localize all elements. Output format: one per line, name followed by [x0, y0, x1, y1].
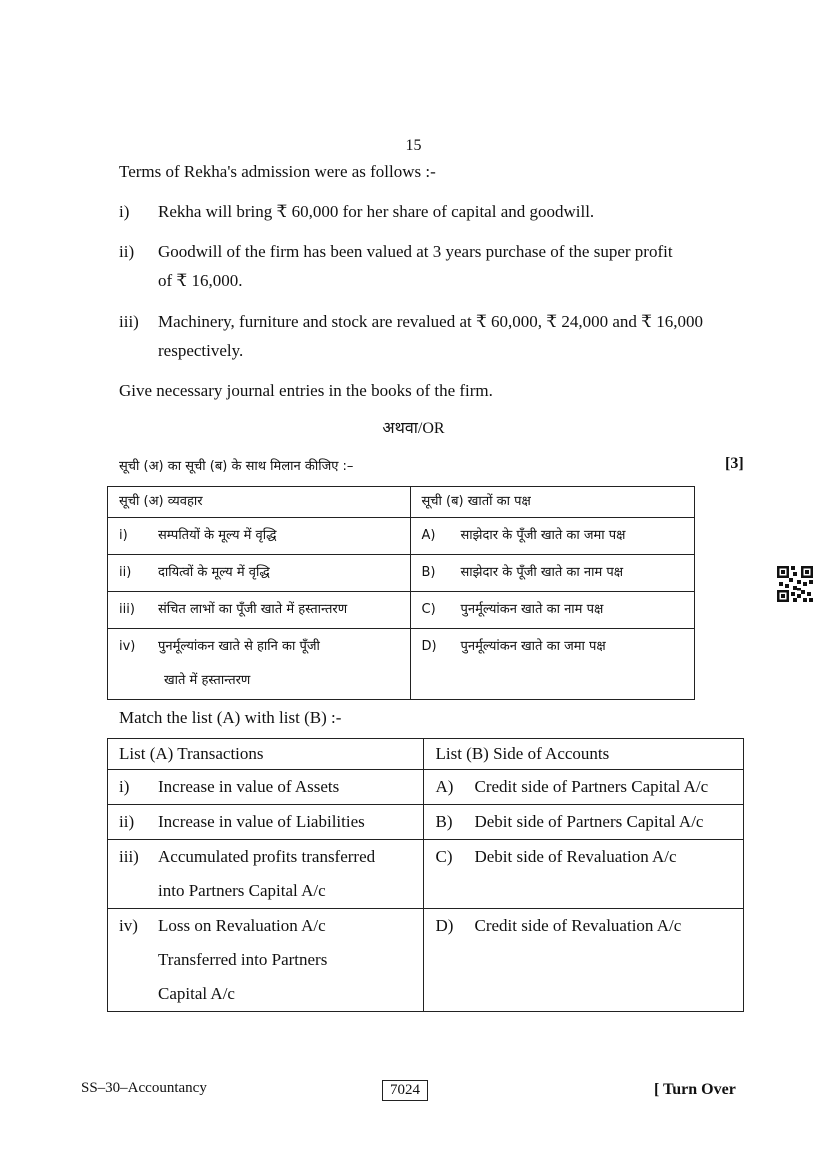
item-number: iv): [119, 916, 138, 935]
item-letter: A): [435, 777, 454, 796]
table-row: [108, 629, 695, 700]
intro-text: Terms of Rekha's admission were as follows :-: [119, 162, 436, 181]
item-letter: D): [435, 916, 454, 935]
term-text: Goodwill of the firm has been valued at 3 years purchase of the super profit: [158, 242, 673, 261]
list-a-item: संचित लाभों का पूँजी खाते में हस्तान्तरण: [158, 602, 348, 617]
list-b-item: Credit side of Partners Capital A/c: [474, 777, 709, 796]
or-label: अथवा/OR: [382, 420, 445, 437]
item-number: iv): [119, 639, 136, 654]
instruction-text: Give necessary journal entries in the books of the firm.: [119, 381, 493, 400]
list-a-item-line: Loss on Revaluation A/c: [158, 916, 326, 935]
table-row: [108, 518, 695, 555]
list-a-item-line: into Partners Capital A/c: [158, 881, 326, 900]
term-text: Machinery, furniture and stock are revalued at ₹ 60,000, ₹ 24,000 and ₹ 16,000: [158, 312, 703, 331]
paper-code: SS–30–Accountancy: [81, 1080, 207, 1096]
item-letter: B): [421, 565, 436, 580]
list-a-item-line: खाते में हस्तान्तरण: [164, 673, 251, 688]
match-table-english: [107, 738, 744, 1012]
item-number: iii): [119, 602, 135, 617]
term-text: Rekha will bring ₹ 60,000 for her share of capital and goodwill.: [158, 202, 595, 221]
item-number: iii): [119, 847, 139, 866]
item-letter: A): [421, 528, 436, 543]
list-a-item: Increase in value of Liabilities: [158, 812, 365, 831]
table-header: List (A) Transactions: [119, 744, 264, 763]
list-b-item: Debit side of Revaluation A/c: [474, 847, 677, 866]
list-b-item: साझेदार के पूँजी खाते का नाम पक्ष: [460, 565, 624, 580]
list-b-item: Debit side of Partners Capital A/c: [474, 812, 704, 831]
table-row: [108, 805, 744, 840]
list-a-item-line: Capital A/c: [158, 984, 235, 1003]
table-header: List (B) Side of Accounts: [435, 744, 610, 763]
table-row: [108, 840, 744, 909]
list-a-item: Increase in value of Assets: [158, 777, 340, 796]
page-number: 15: [405, 137, 422, 154]
item-letter: D): [421, 639, 437, 654]
list-a-item: सम्पतियों के मूल्य में वृद्धि: [158, 528, 277, 543]
page-code-box: 7024: [382, 1080, 428, 1101]
table-row: [108, 592, 695, 629]
term-number: i): [119, 202, 130, 221]
list-b-item: पुनर्मूल्यांकन खाते का जमा पक्ष: [460, 639, 606, 654]
table-row: [108, 770, 744, 805]
table-row: [108, 555, 695, 592]
table-header: सूची (ब) खातों का पक्ष: [421, 494, 531, 509]
item-letter: C): [435, 847, 453, 866]
question-english: Match the list (A) with list (B) :-: [119, 708, 342, 727]
turn-over-label: [ Turn Over: [654, 1081, 736, 1098]
list-b-item: साझेदार के पूँजी खाते का जमा पक्ष: [460, 528, 626, 543]
term-number: iii): [119, 312, 139, 331]
item-letter: C): [421, 602, 436, 617]
marks-label: [3]: [725, 455, 744, 472]
item-number: ii): [119, 565, 132, 580]
match-table-hindi: [107, 486, 695, 700]
list-a-item-line: Accumulated profits transferred: [158, 847, 376, 866]
list-a-item-line: पुनर्मूल्यांकन खाते से हानि का पूँजी: [158, 639, 320, 654]
list-b-item: पुनर्मूल्यांकन खाते का नाम पक्ष: [460, 602, 604, 617]
list-b-item: Credit side of Revaluation A/c: [474, 916, 682, 935]
question-hindi: सूची (अ) का सूची (ब) के साथ मिलान कीजिए :–: [119, 459, 354, 474]
term-text: of ₹ 16,000.: [158, 271, 243, 290]
item-number: i): [119, 528, 128, 543]
list-a-item: दायित्वों के मूल्य में वृद्धि: [158, 565, 270, 580]
term-text: respectively.: [158, 341, 244, 360]
term-number: ii): [119, 242, 135, 261]
item-letter: B): [435, 812, 453, 831]
table-header: सूची (अ) व्यवहार: [119, 494, 203, 509]
item-number: ii): [119, 812, 135, 831]
qr-code-icon: [777, 565, 813, 603]
list-a-item-line: Transferred into Partners: [158, 950, 328, 969]
table-row: [108, 909, 744, 1012]
item-number: i): [119, 777, 130, 796]
